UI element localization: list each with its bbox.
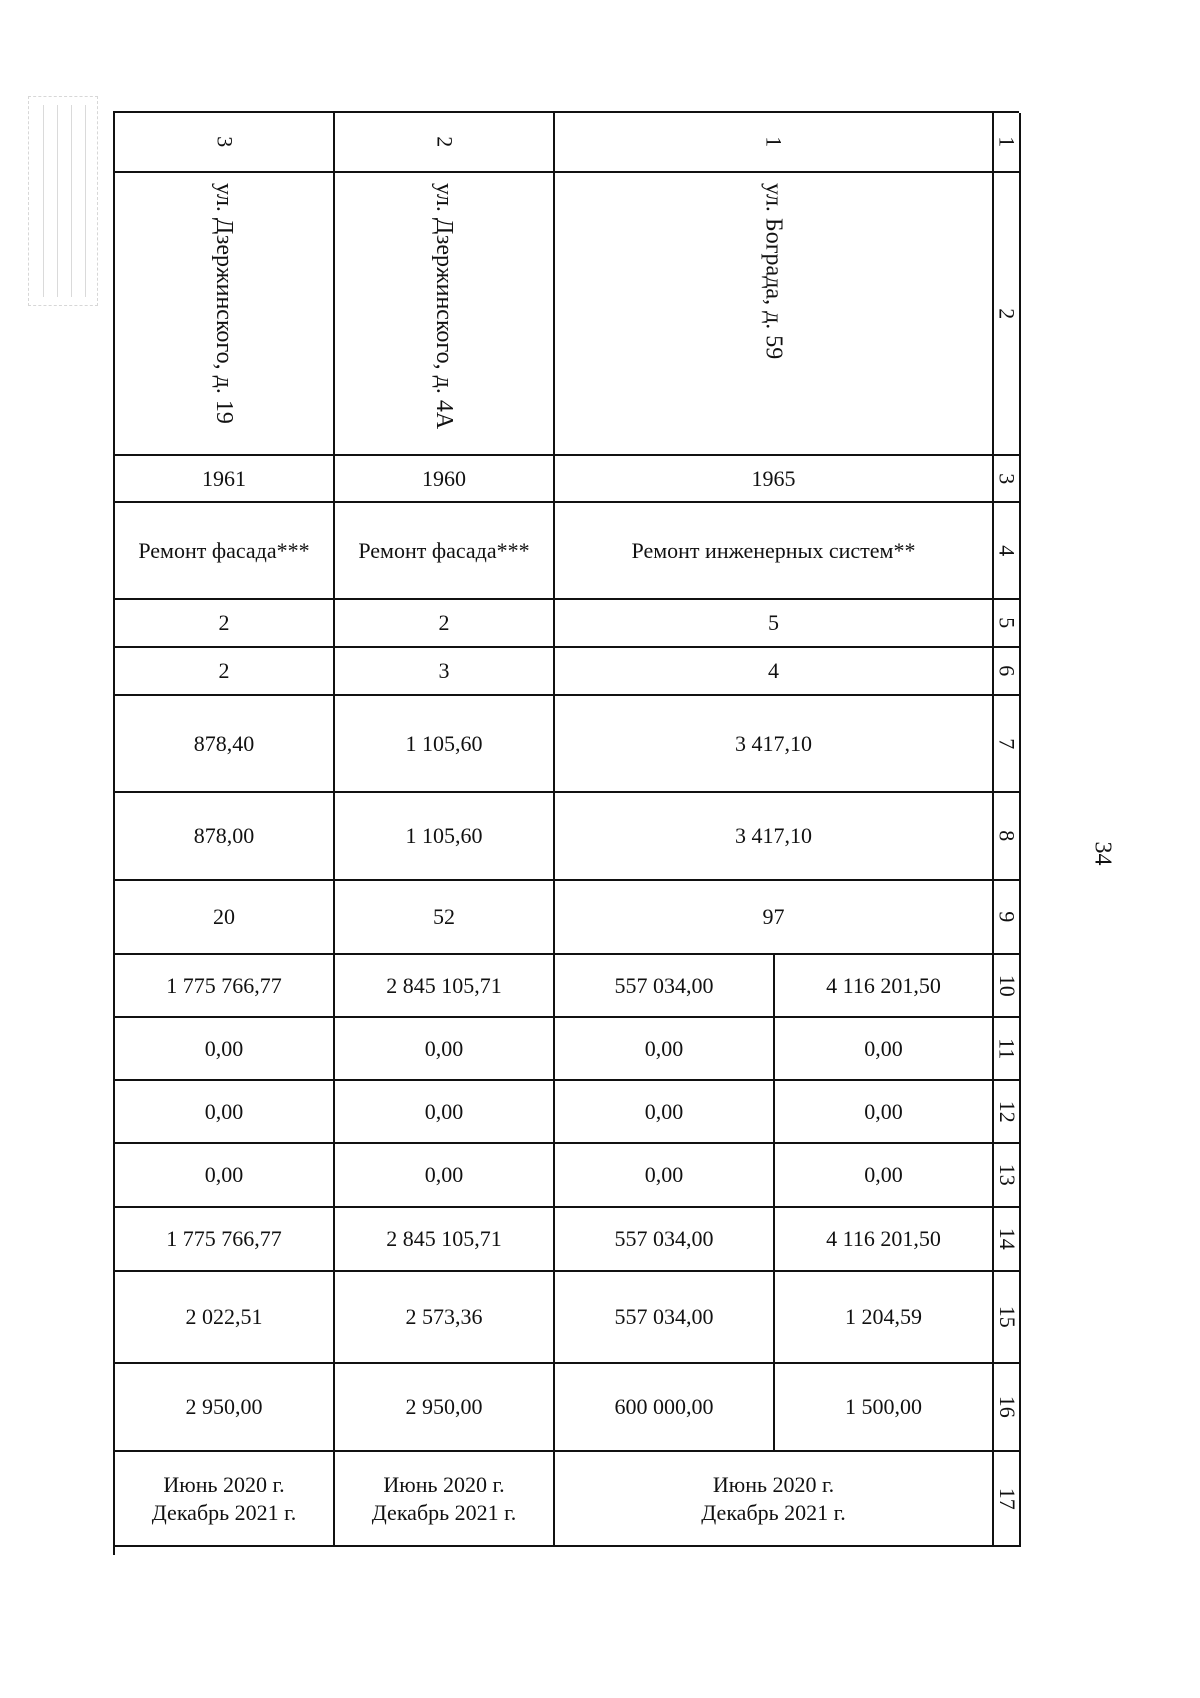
value-cell: 3 bbox=[335, 648, 555, 696]
value-cell: 0,00 bbox=[335, 1018, 555, 1081]
value-cell: 557 034,00 bbox=[555, 1208, 775, 1272]
year-cell: 1965 bbox=[555, 456, 994, 503]
value-cell: 52 bbox=[335, 881, 555, 955]
column-index: 10 bbox=[994, 955, 1021, 1018]
value-cell: 4 116 201,50 bbox=[775, 955, 994, 1018]
value-cell: 4 116 201,50 bbox=[775, 1208, 994, 1272]
column-index: 8 bbox=[994, 793, 1021, 881]
value-cell: 2 bbox=[115, 648, 335, 696]
column-index: 14 bbox=[994, 1208, 1021, 1272]
column-index: 17 bbox=[994, 1452, 1021, 1547]
value-cell: 5 bbox=[555, 600, 994, 648]
value-cell: 0,00 bbox=[555, 1144, 775, 1208]
year-cell: 1961 bbox=[115, 456, 335, 503]
column-index: 12 bbox=[994, 1081, 1021, 1144]
value-cell: 878,00 bbox=[115, 793, 335, 881]
value-cell: 2 950,00 bbox=[115, 1364, 335, 1452]
value-cell: 2 845 105,71 bbox=[335, 1208, 555, 1272]
value-cell: 1 500,00 bbox=[775, 1364, 994, 1452]
page-number: 34 bbox=[1089, 841, 1116, 866]
value-cell: 3 417,10 bbox=[555, 696, 994, 793]
work-type-cell: Ремонт инженерных систем** bbox=[555, 503, 994, 600]
address-cell: ул. Бограда, д. 59 bbox=[555, 173, 994, 456]
column-index: 1 bbox=[994, 113, 1021, 173]
value-cell: 2 845 105,71 bbox=[335, 955, 555, 1018]
value-cell: 0,00 bbox=[115, 1081, 335, 1144]
work-type-cell: Ремонт фасада*** bbox=[335, 503, 555, 600]
work-type-cell: Ремонт фасада*** bbox=[115, 503, 335, 600]
value-cell: 97 bbox=[555, 881, 994, 955]
value-cell: 20 bbox=[115, 881, 335, 955]
value-cell: 557 034,00 bbox=[555, 1272, 775, 1364]
value-cell: 3 417,10 bbox=[555, 793, 994, 881]
value-cell: 878,40 bbox=[115, 696, 335, 793]
value-cell: 1 775 766,77 bbox=[115, 955, 335, 1018]
value-cell: 1 775 766,77 bbox=[115, 1208, 335, 1272]
column-index: 2 bbox=[994, 173, 1021, 456]
column-index: 9 bbox=[994, 881, 1021, 955]
value-cell: 0,00 bbox=[115, 1144, 335, 1208]
value-cell: 0,00 bbox=[555, 1081, 775, 1144]
column-index: 7 bbox=[994, 696, 1021, 793]
column-index: 13 bbox=[994, 1144, 1021, 1208]
value-cell: 0,00 bbox=[555, 1018, 775, 1081]
row-number-cell: 3 bbox=[115, 113, 335, 173]
column-index: 3 bbox=[994, 456, 1021, 503]
repair-table bbox=[113, 111, 1019, 1555]
date-range-cell: Июнь 2020 г. Декабрь 2021 г. bbox=[335, 1452, 555, 1547]
date-range-cell: Июнь 2020 г. Декабрь 2021 г. bbox=[115, 1452, 335, 1547]
value-cell: 2 950,00 bbox=[335, 1364, 555, 1452]
column-index: 5 bbox=[994, 600, 1021, 648]
column-index: 6 bbox=[994, 648, 1021, 696]
column-index: 4 bbox=[994, 503, 1021, 600]
value-cell: 2 bbox=[335, 600, 555, 648]
faded-stamp bbox=[28, 96, 98, 306]
value-cell: 0,00 bbox=[775, 1018, 994, 1081]
value-cell: 0,00 bbox=[775, 1144, 994, 1208]
value-cell: 0,00 bbox=[775, 1081, 994, 1144]
column-index: 15 bbox=[994, 1272, 1021, 1364]
value-cell: 4 bbox=[555, 648, 994, 696]
row-number-cell: 1 bbox=[555, 113, 994, 173]
value-cell: 2 573,36 bbox=[335, 1272, 555, 1364]
value-cell: 0,00 bbox=[335, 1081, 555, 1144]
address-cell: ул. Дзержинского, д. 4А bbox=[335, 173, 555, 456]
column-index: 16 bbox=[994, 1364, 1021, 1452]
value-cell: 2 bbox=[115, 600, 335, 648]
year-cell: 1960 bbox=[335, 456, 555, 503]
row-number-cell: 2 bbox=[335, 113, 555, 173]
value-cell: 1 105,60 bbox=[335, 696, 555, 793]
value-cell: 600 000,00 bbox=[555, 1364, 775, 1452]
value-cell: 1 105,60 bbox=[335, 793, 555, 881]
value-cell: 1 204,59 bbox=[775, 1272, 994, 1364]
value-cell: 2 022,51 bbox=[115, 1272, 335, 1364]
value-cell: 0,00 bbox=[115, 1018, 335, 1081]
column-index: 11 bbox=[994, 1018, 1021, 1081]
address-cell: ул. Дзержинского, д. 19 bbox=[115, 173, 335, 456]
date-range-cell: Июнь 2020 г. Декабрь 2021 г. bbox=[555, 1452, 994, 1547]
value-cell: 557 034,00 bbox=[555, 955, 775, 1018]
value-cell: 0,00 bbox=[335, 1144, 555, 1208]
